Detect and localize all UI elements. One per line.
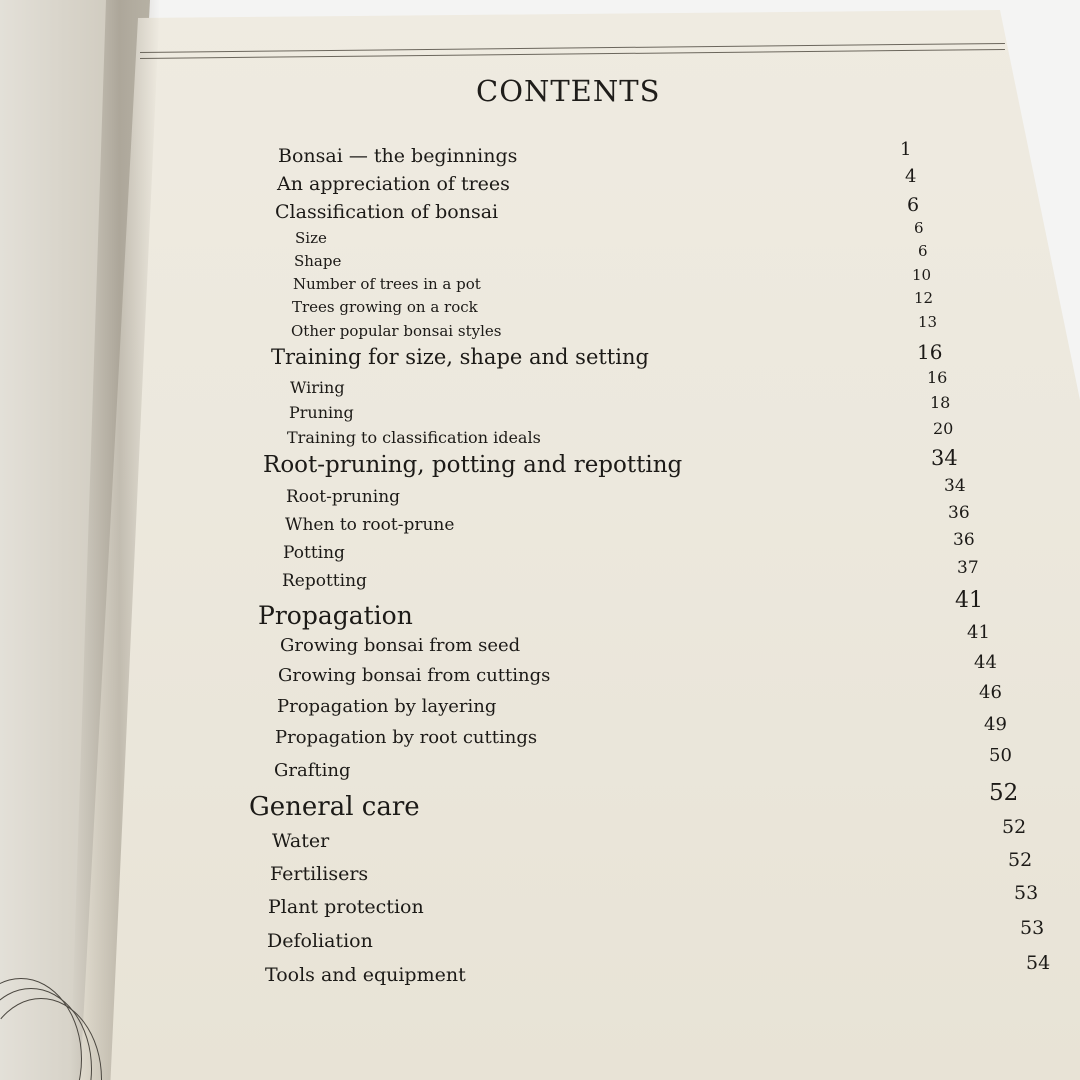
toc-entry: Other popular bonsai styles [291, 322, 502, 340]
toc-entry: Pruning [289, 403, 354, 422]
toc-page-number: 36 [948, 503, 970, 523]
toc-entry: Root-pruning, potting and repotting [263, 452, 683, 478]
toc-entry: Root-pruning [286, 487, 401, 507]
toc-entry: Growing bonsai from seed [280, 635, 521, 656]
toc-page-number: 52 [989, 780, 1019, 806]
toc-entry: Training for size, shape and setting [271, 345, 649, 369]
toc-entry: Classification of bonsai [275, 201, 499, 223]
toc-entry: Defoliation [267, 930, 373, 952]
toc-entry: General care [249, 792, 420, 822]
toc-page-number: 53 [1020, 917, 1045, 939]
toc-entry: Trees growing on a rock [292, 298, 478, 316]
toc-entry: When to root-prune [285, 515, 455, 535]
toc-entry: An appreciation of trees [277, 173, 510, 195]
toc-page-number: 36 [953, 530, 975, 550]
toc-entry: Number of trees in a pot [293, 275, 481, 293]
toc-page-number: 52 [1008, 849, 1033, 871]
toc-page-number: 12 [914, 289, 934, 307]
toc-page-number: 53 [1014, 882, 1039, 904]
toc-entry: Bonsai — the beginnings [278, 145, 518, 167]
toc-page-number: 44 [974, 652, 997, 673]
toc-page-number: 18 [930, 393, 951, 412]
toc-page-number: 4 [905, 166, 917, 187]
toc-entry: Shape [294, 252, 342, 270]
toc-page-number: 6 [918, 242, 928, 260]
toc-entry: Wiring [290, 378, 345, 397]
toc-page-number: 13 [918, 313, 938, 331]
toc-entry: Propagation [258, 601, 413, 630]
toc-entry: Tools and equipment [265, 964, 466, 986]
contents-heading: CONTENTS [476, 74, 661, 108]
toc-page-number: 50 [989, 745, 1012, 766]
toc-entry: Fertilisers [270, 863, 369, 885]
toc-entry: Potting [283, 543, 345, 563]
toc-page-number: 16 [917, 340, 943, 364]
toc-page-number: 46 [979, 682, 1002, 703]
toc-page-number: 34 [944, 476, 966, 496]
toc-page-number: 49 [984, 714, 1007, 735]
toc-entry: Propagation by layering [277, 696, 497, 717]
toc-page-number: 6 [907, 194, 920, 216]
toc-entry: Propagation by root cuttings [275, 727, 538, 748]
toc-page-number: 54 [1026, 952, 1051, 974]
toc-entry: Size [295, 229, 327, 247]
toc-entry: Repotting [282, 571, 367, 591]
toc-entry: Growing bonsai from cuttings [278, 665, 551, 686]
toc-page-number: 10 [912, 266, 932, 284]
toc-page-number: 34 [931, 446, 958, 470]
toc-page-number: 52 [1002, 816, 1027, 838]
toc-page-number: 16 [927, 368, 948, 387]
toc-page-number: 37 [957, 558, 979, 578]
toc-page-number: 1 [900, 139, 912, 160]
toc-page-number: 41 [955, 588, 983, 613]
toc-entry: Training to classification ideals [287, 428, 541, 447]
toc-page-number: 41 [967, 622, 990, 643]
toc-entry: Water [272, 830, 330, 852]
toc-page-number: 6 [914, 219, 924, 237]
toc-page-number: 20 [933, 419, 954, 438]
toc-entry: Grafting [274, 760, 351, 781]
toc-entry: Plant protection [268, 896, 424, 918]
